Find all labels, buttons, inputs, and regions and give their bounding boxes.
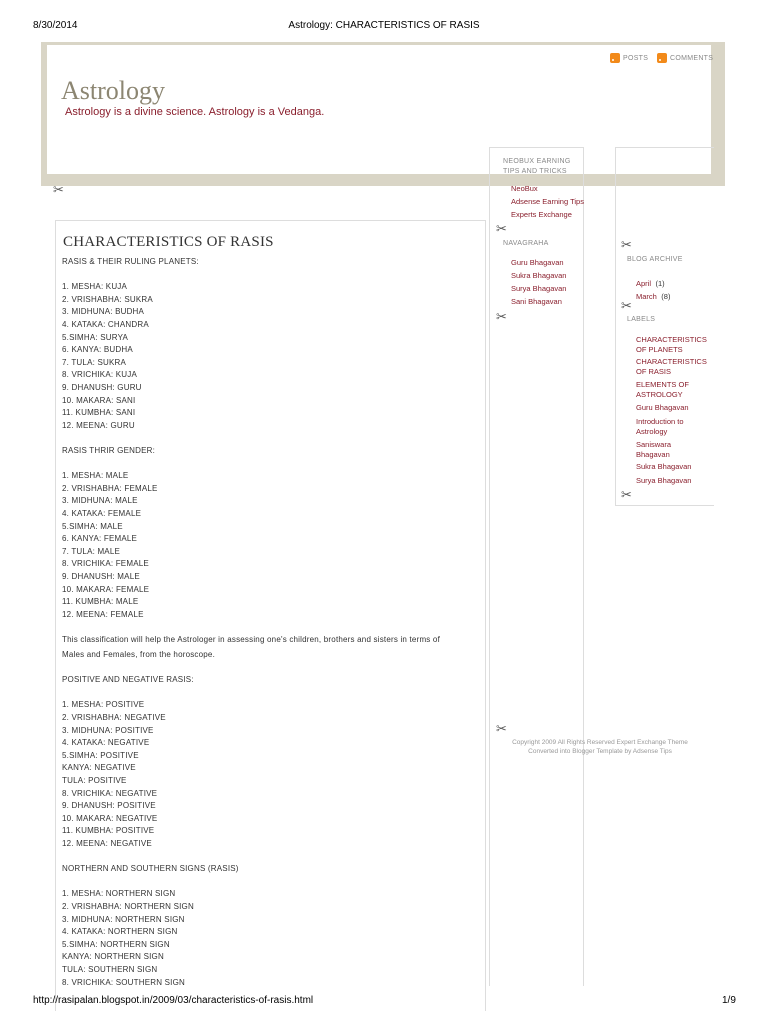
post-line: 6. KANYA: BUDHA: [62, 345, 133, 355]
post-line: 7. TULA: MALE: [62, 546, 121, 556]
label-surya-bhagavan[interactable]: Surya Bhagavan: [636, 476, 692, 485]
post-line: 5.SIMHA: SURYA: [62, 332, 129, 342]
post-line: TULA: POSITIVE: [62, 776, 127, 785]
quick-edit-tools-icon[interactable]: ✂: [621, 237, 632, 252]
post-line: 5.SIMHA: POSITIVE: [62, 750, 139, 760]
post-line: 11. KUMBHA: POSITIVE: [62, 826, 155, 836]
post-line: 4. KATAKA: NORTHERN SIGN: [62, 927, 178, 937]
neobux-heading: NEOBUX EARNING TIPS AND TRICKS: [503, 158, 571, 175]
post-line: 4. KATAKA: CHANDRA: [62, 320, 149, 329]
label-sukra-bhagavan[interactable]: Sukra Bhagavan: [636, 462, 692, 471]
post-line: 10. MAKARA: NEGATIVE: [62, 813, 158, 823]
quick-edit-tools-icon[interactable]: ✂: [496, 721, 507, 736]
post-line: 10. MAKARA: FEMALE: [62, 584, 150, 594]
copyright-line-1: Copyright 2009 All Rights Reserved Expert Exchange Theme: [512, 739, 688, 746]
blog-title[interactable]: Astrology: [61, 76, 165, 105]
post-line: 8. VRICHIKA: FEMALE: [62, 559, 149, 569]
post-line: 9. DHANUSH: POSITIVE: [62, 801, 156, 811]
post-line: 12. MEENA: FEMALE: [62, 609, 144, 619]
rss-icon: [657, 53, 667, 63]
post-line: 1. MESHA: NORTHERN SIGN: [62, 889, 176, 899]
quick-edit-tools-icon[interactable]: ✂: [496, 221, 507, 236]
post-line: 9. DHANUSH: MALE: [62, 572, 140, 581]
blog-description: Astrology is a divine science. Astrology is a Vedanga.: [65, 106, 325, 118]
print-title: Astrology: CHARACTERISTICS OF RASIS: [288, 20, 480, 31]
quick-edit-tools-icon[interactable]: ✂: [496, 309, 507, 324]
quick-edit-tools-icon[interactable]: ✂: [621, 298, 632, 313]
post-line: 4. KATAKA: FEMALE: [62, 509, 142, 518]
post-line: 3. MIDHUNA: BUDHA: [62, 307, 145, 317]
post-line: 9. DHANUSH: GURU: [62, 383, 142, 392]
posts-feed-label: POSTS: [623, 54, 649, 62]
sani-bhagavan-link[interactable]: Sani Bhagavan: [511, 297, 562, 306]
archive-count: (1): [655, 279, 665, 288]
navagraha-heading: NAVAGRAHA: [503, 240, 549, 247]
surya-bhagavan-link[interactable]: Surya Bhagavan: [511, 284, 567, 293]
adsense-tips-link[interactable]: Adsense Earning Tips: [511, 197, 584, 206]
post-line: Males and Females, from the horoscope.: [62, 650, 216, 659]
post-line: 8. VRICHIKA: KUJA: [62, 370, 137, 380]
post-line: 7. TULA: SUKRA: [62, 357, 127, 367]
label-characteristics-of-rasis[interactable]: CHARACTERISTICS OF RASIS: [636, 357, 707, 376]
neobux-link[interactable]: NeoBux: [511, 184, 538, 193]
post-line: 8. VRICHIKA: NEGATIVE: [62, 788, 158, 798]
post-line: 11. KUMBHA: MALE: [62, 597, 139, 607]
label-elements-of-astrology[interactable]: ELEMENTS OF ASTROLOGY: [636, 380, 689, 399]
quick-edit-tools-icon[interactable]: ✂: [621, 487, 632, 502]
post-title[interactable]: CHARACTERISTICS OF RASIS: [63, 234, 274, 250]
post-line: 3. MIDHUNA: NORTHERN SIGN: [62, 914, 185, 924]
comments-feed-link[interactable]: [657, 53, 713, 63]
post-line: 3. MIDHUNA: MALE: [62, 496, 138, 506]
post-line: 12. MEENA: NEGATIVE: [62, 839, 152, 848]
archive-month[interactable]: March: [636, 292, 657, 301]
post-line: 2. VRISHABHA: FEMALE: [62, 483, 158, 493]
post-line: NORTHERN AND SOUTHERN SIGNS (RASIS): [62, 864, 239, 874]
post-line: 5.SIMHA: MALE: [62, 521, 123, 531]
archive-count: (8): [661, 292, 671, 301]
post-line: KANYA: NORTHERN SIGN: [62, 952, 164, 962]
print-url: http://rasipalan.blogspot.in/2009/03/characteristics-of-rasis.html: [33, 995, 314, 1006]
rss-icon: [610, 53, 620, 63]
post-line: 1. MESHA: MALE: [62, 471, 129, 481]
label-introduction-to-astrology[interactable]: Introduction to Astrology: [636, 417, 684, 436]
labels-heading: LABELS: [627, 316, 656, 323]
post-line: 11. KUMBHA: SANI: [62, 408, 136, 418]
post-line: 10. MAKARA: SANI: [62, 395, 136, 405]
print-page-number: 1/9: [722, 995, 736, 1006]
post-line: 2. VRISHABHA: SUKRA: [62, 294, 153, 304]
experts-exchange-link[interactable]: Experts Exchange: [511, 210, 572, 219]
post-line: 5.SIMHA: NORTHERN SIGN: [62, 939, 170, 949]
post-line: RASIS THRIR GENDER:: [62, 446, 155, 455]
posts-feed-link[interactable]: [610, 53, 648, 63]
print-date: 8/30/2014: [33, 20, 78, 31]
post-line: This classification will help the Astrologer in assessing one's children, brothers and sisters in terms of: [62, 635, 441, 644]
label-saniswara-bhagavan[interactable]: Saniswara Bhagavan: [636, 440, 672, 459]
post-line: KANYA: NEGATIVE: [62, 763, 136, 773]
post-line: 8. VRICHIKA: SOUTHERN SIGN: [62, 977, 185, 987]
label-guru-bhagavan[interactable]: Guru Bhagavan: [636, 403, 689, 412]
post-line: 4. KATAKA: NEGATIVE: [62, 738, 150, 748]
blog-archive-heading: BLOG ARCHIVE: [627, 256, 683, 263]
post-line: 2. VRISHABHA: NORTHERN SIGN: [62, 902, 194, 911]
post-line: 2. VRISHABHA: NEGATIVE: [62, 713, 166, 722]
post-line: 1. MESHA: POSITIVE: [62, 700, 145, 710]
archive-month[interactable]: April: [636, 279, 652, 288]
post-line: POSITIVE AND NEGATIVE RASIS:: [62, 675, 194, 685]
post-line: TULA: SOUTHERN SIGN: [62, 965, 158, 974]
quick-edit-tools-icon[interactable]: ✂: [53, 182, 64, 197]
copyright-line-2: Converted into Blogger Template by Adsense Tips: [528, 748, 672, 755]
post-line: 1. MESHA: KUJA: [62, 282, 128, 292]
post-line: 6. KANYA: FEMALE: [62, 534, 138, 544]
guru-bhagavan-link[interactable]: Guru Bhagavan: [511, 258, 564, 267]
post-line: 3. MIDHUNA: POSITIVE: [62, 725, 154, 735]
comments-feed-label: COMMENTS: [670, 54, 714, 62]
post-line: RASIS & THEIR RULING PLANETS:: [62, 257, 199, 266]
archive-item-march[interactable]: [636, 286, 670, 304]
sukra-bhagavan-link[interactable]: Sukra Bhagavan: [511, 271, 567, 280]
label-characteristics-of-planets[interactable]: CHARACTERISTICS OF PLANETS: [636, 335, 707, 354]
post-line: 12. MEENA: GURU: [62, 420, 135, 430]
